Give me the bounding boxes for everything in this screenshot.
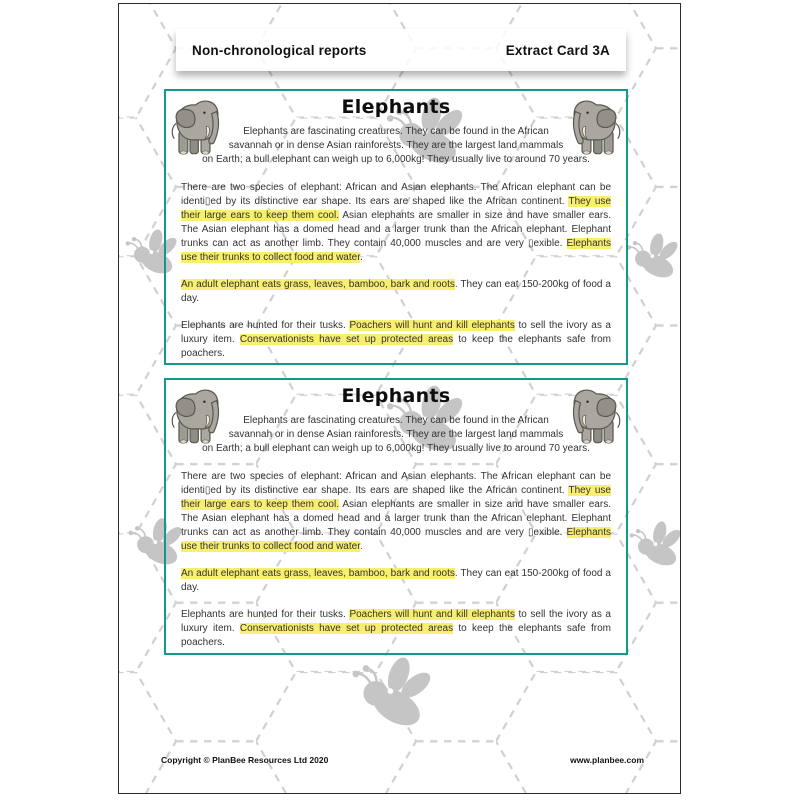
elephant-image (170, 95, 220, 157)
highlighted-text: Elephants use their trunks to collect food and water (181, 527, 611, 552)
card-title: Elephants (341, 96, 451, 118)
website-link[interactable]: www.planbee.com (570, 755, 644, 765)
body-text: . (360, 252, 363, 263)
card-paragraph (181, 608, 611, 650)
body-text: There are two species of elephant: African and Asian elephants. The African elephant can be identi▯ed by its distinctive ear shape. Its ears are shaped like the African continent. (181, 182, 611, 207)
card-intro-line: Elephants are fascinating creatures. They can be found in the African (243, 415, 549, 426)
body-text: to keep the elephants safe from poachers. (181, 623, 611, 648)
card-paragraph (181, 181, 611, 265)
body-text: Asian elephants are smaller in size and have smaller ears. The Asian elephant has a domed head and a larger trunk than the African elephant. Elephant trunks can act as another limb. They contain 40,000 muscles and are very ▯exible. (181, 210, 611, 249)
body-text: . They can eat 150-200kg of food a day. (181, 568, 611, 593)
card-intro-line: on Earth; a bull elephant can weigh up to 6,000kg! They usually live to around 70 years. (202, 443, 590, 454)
highlighted-text: Conservationists have set up protected areas (239, 623, 454, 634)
extract-card-label: Extract Card 3A (505, 42, 610, 58)
body-text: . They can eat 150-200kg of food a day. (181, 279, 611, 304)
body-text: to sell the ivory as a luxury item. (181, 320, 611, 345)
card-body (181, 181, 611, 361)
card-paragraph (181, 278, 611, 306)
highlighted-text: Poachers will hunt and kill elephants (349, 320, 515, 331)
extract-card-2 (164, 378, 628, 655)
worksheet-title: Non-chronological reports (192, 42, 367, 58)
elephant-image (170, 384, 220, 446)
body-text: There are two species of elephant: African and Asian elephants. The African elephant can be identi▯ed by its distinctive ear shape. Its ears are shaped like the African continent. (181, 471, 611, 496)
card-intro-line: savannah or in dense Asian rainforests. They are the largest land mammals (228, 140, 564, 151)
card-intro-line: Elephants are fascinating creatures. They can be found in the African (243, 126, 549, 137)
card-paragraph (181, 319, 611, 361)
body-text: to keep the elephants safe from poachers. (181, 334, 611, 359)
page-header (176, 29, 626, 71)
copyright-text: Copyright © PlanBee Resources Ltd 2020 (161, 755, 329, 765)
card-body (181, 470, 611, 650)
worksheet-page (118, 3, 681, 794)
card-paragraph (181, 567, 611, 595)
highlighted-text: An adult elephant eats grass, leaves, bamboo, bark and roots (181, 568, 455, 579)
highlighted-text: Poachers will hunt and kill elephants (349, 609, 515, 620)
elephant-image (572, 384, 622, 446)
body-text: to sell the ivory as a luxury item. (181, 609, 611, 634)
page-footer (161, 753, 644, 767)
highlighted-text: An adult elephant eats grass, leaves, bamboo, bark and roots (181, 279, 455, 290)
card-intro (180, 125, 612, 167)
body-text: Elephants are hunted for their tusks. (181, 320, 350, 331)
card-title: Elephants (341, 385, 451, 407)
extract-card-1 (164, 89, 628, 365)
card-intro-line: on Earth; a bull elephant can weigh up to 6,000kg! They usually live to around 70 years. (202, 154, 590, 165)
highlighted-text: They use their large ears to keep them cool. (181, 196, 611, 221)
card-intro (180, 414, 612, 456)
card-intro-line: savannah or in dense Asian rainforests. They are the largest land mammals (228, 429, 564, 440)
body-text: Elephants are hunted for their tusks. (181, 609, 350, 620)
highlighted-text: Elephants use their trunks to collect food and water (181, 238, 611, 263)
body-text: . (360, 541, 363, 552)
highlighted-text: Conservationists have set up protected areas (239, 334, 454, 345)
elephant-image (572, 95, 622, 157)
highlighted-text: They use their large ears to keep them cool. (181, 485, 611, 510)
body-text: Asian elephants are smaller in size and have smaller ears. The Asian elephant has a domed head and a larger trunk than the African elephant. Elephant trunks can act as another limb. They contain 40,000 muscles and are very ▯exible. (181, 499, 611, 538)
card-paragraph (181, 470, 611, 554)
